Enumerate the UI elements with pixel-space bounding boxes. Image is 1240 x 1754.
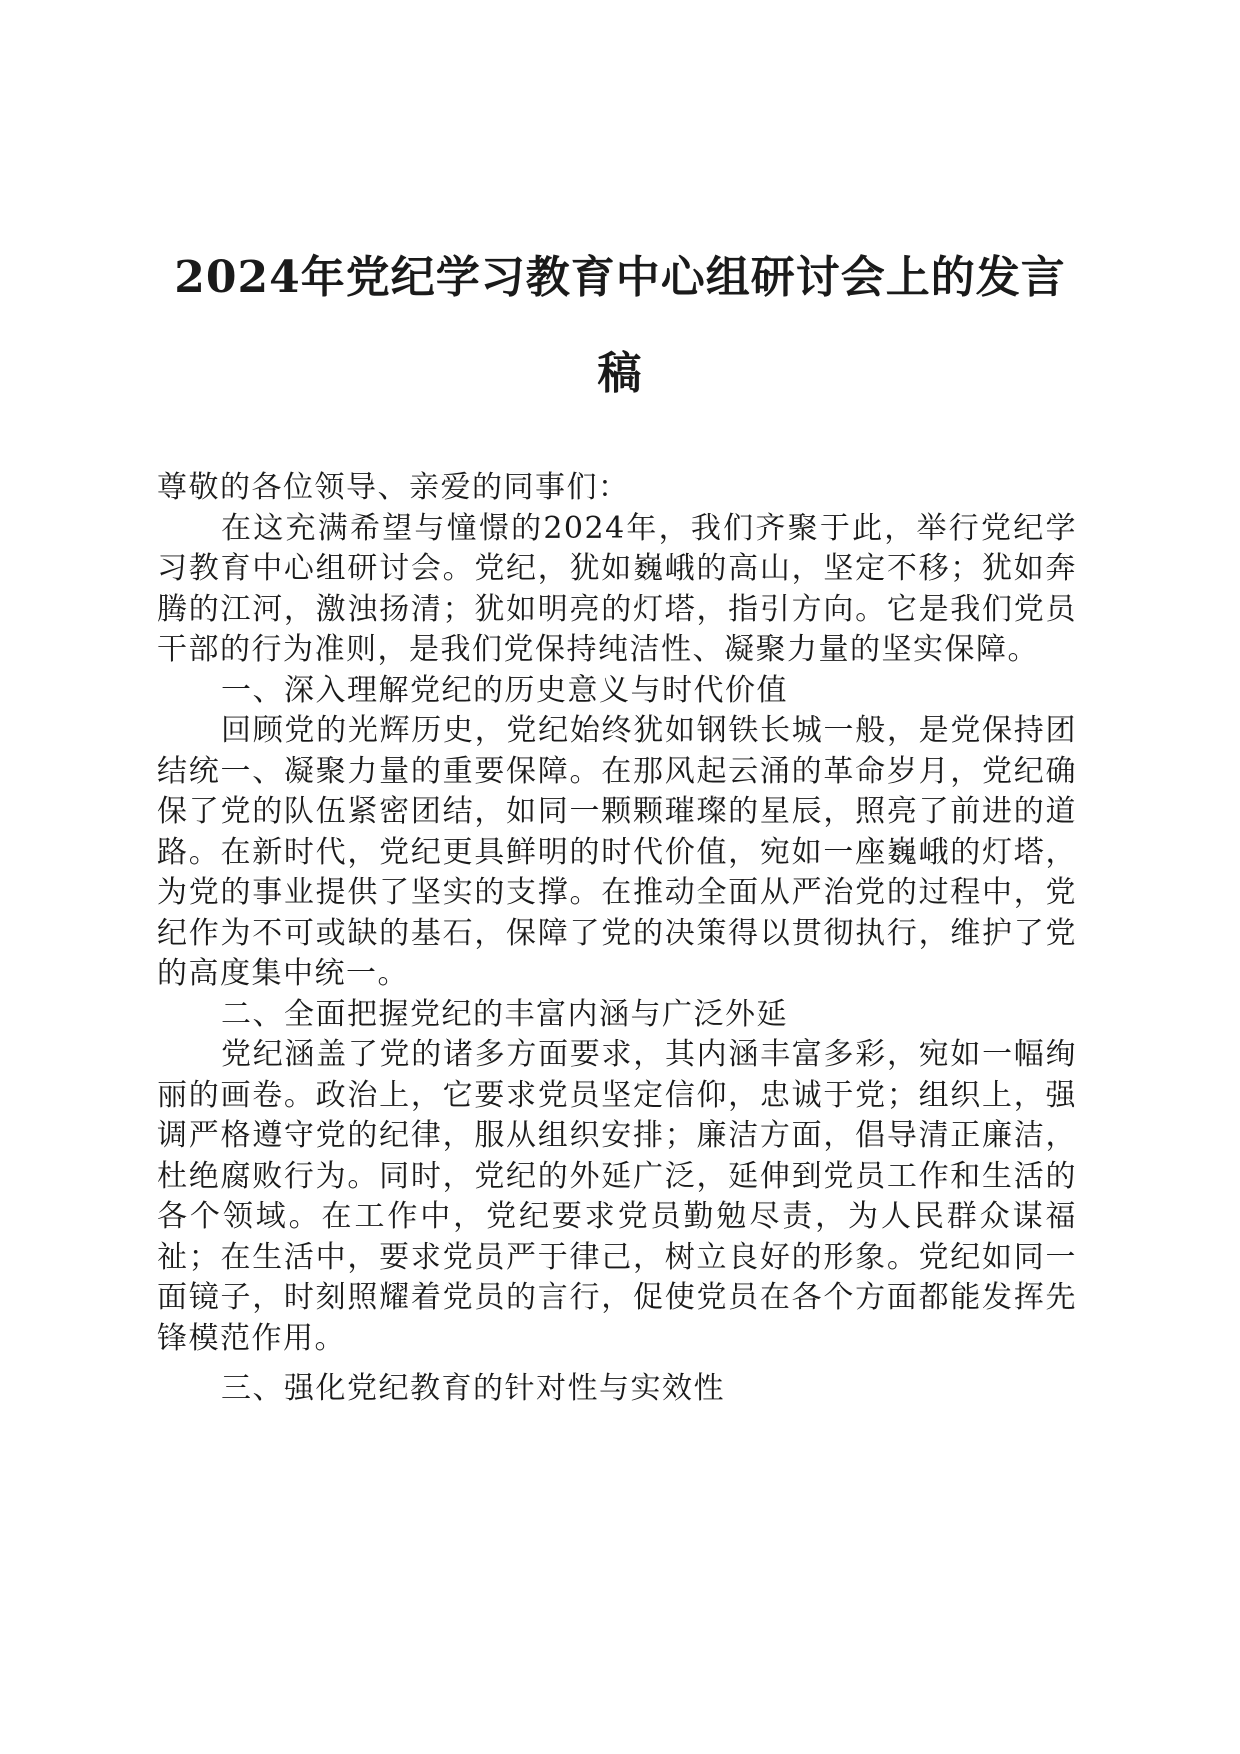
document-title [140, 230, 1100, 422]
section-2-heading: 二、全面把握党纪的丰富内涵与广泛外延 [221, 996, 788, 1032]
intro-paragraph: 在这充满希望与憧憬的2024年，我们齐聚于此，举行党纪学习教育中心组研讨会。党纪，犹如巍峨的高山，坚定不移；犹如奔腾的江河，激浊扬清；犹如明亮的灯塔，指引方向。它是我们党员干部的行为准则，是我们党保持纯洁性、凝聚力量的坚实保障。 [157, 510, 1077, 667]
document-body [157, 468, 1077, 1410]
section-3-heading: 三、强化党纪教育的针对性与实效性 [221, 1371, 725, 1406]
section-2-paragraph: 党纪涵盖了党的诸多方面要求，其内涵丰富多彩，宛如一幅绚丽的画卷。政治上，它要求党员坚定信仰，忠诚于党；组织上，强调严格遵守党的纪律，服从组织安排；廉洁方面，倡导清正廉洁，杜绝腐败行为。同时，党纪的外延广泛，延伸到党员工作和生活的各个领域。在工作中，党纪要求党员勤勉尽责，为人民群众谋福祉；在生活中，要求党员严于律己，树立良好的形象。党纪如同一面镜子，时刻照耀着党员的言行，促使党员在各个方面都能发挥先锋模范作用。 [157, 1037, 1077, 1356]
salutation: 尊敬的各位领导、亲爱的同事们： [157, 470, 630, 505]
section-1-paragraph: 回顾党的光辉历史，党纪始终犹如钢铁长城一般，是党保持团结统一、凝聚力量的重要保障。在那风起云涌的革命岁月，党纪确保了党的队伍紧密团结，如同一颗颗璀璨的星辰，照亮了前进的道路。在新时代，党纪更具鲜明的时代价值，宛如一座巍峨的灯塔，为党的事业提供了坚实的支撑。在推动全面从严治党的过程中，党纪作为不可或缺的基石，保障了党的决策得以贯彻执行，维护了党的高度集中统一。 [157, 713, 1077, 991]
title-line-2: 稿 [597, 348, 643, 399]
section-1-heading: 一、深入理解党纪的历史意义与时代价值 [221, 672, 788, 708]
title-line-1: 2024年党纪学习教育中心组研讨会上的发言 [174, 252, 1066, 303]
